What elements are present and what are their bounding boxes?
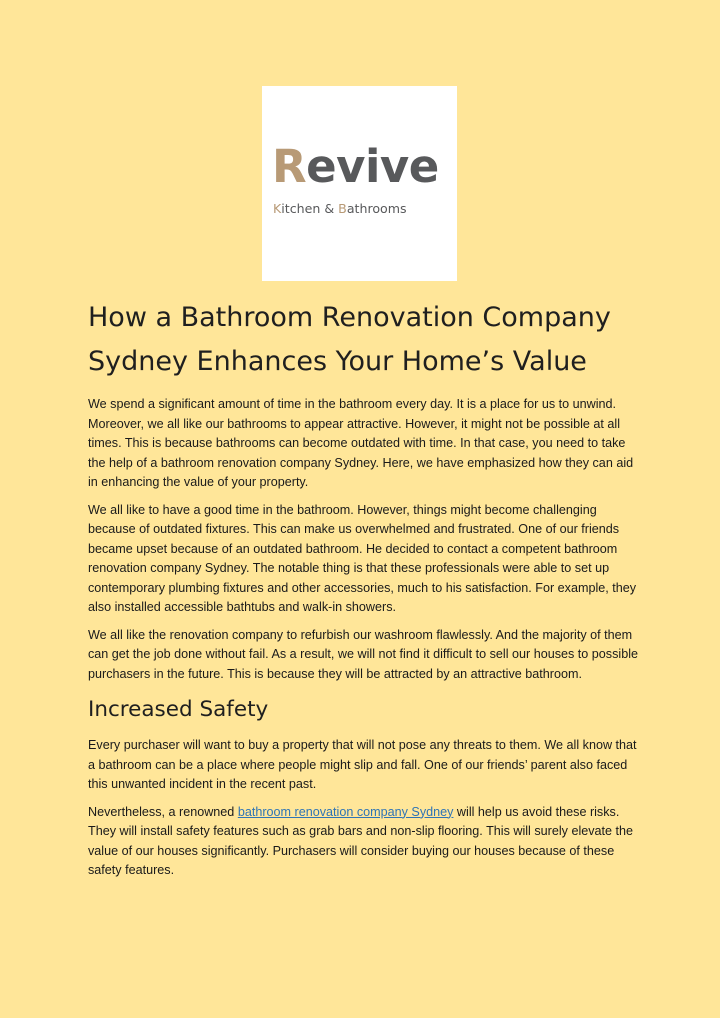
paragraph-safety-2: Nevertheless, a renowned bathroom renovation company Sydney will help us avoid these risks. They will install safety features such as grab bars and non-slip flooring. This will surely elevate the value of our houses significantly. Purchasers will consider buying our houses because of these safety features. [88,804,634,877]
renovation-company-link[interactable]: bathroom renovation company Sydney [237,804,454,819]
article [88,296,638,889]
paragraph-safety-1: Every purchaser will want to buy a property that will not pose any threats to them. We all know that a bathroom can be a place where people might slip and fall. One of our friends’ parent also faced this unwanted incident in the recent past. [88,738,637,791]
paragraph-fixtures: We all like to have a good time in the bathroom. However, things might become challenging because of outdated fixtures. This can make us overwhelmed and frustrated. One of our friends became upset because of an outdated bathroom. He decided to contact a competent bathroom renovation company Sydney. The notable thing is that these professionals were able to set up contemporary plumbing fixtures and other accessories, much to his satisfaction. For example, they also installed accessible bathtubs and walk-in showers. [88,502,637,614]
company-logo [262,86,457,281]
logo-tagline: Kitchen & Bathrooms [273,201,407,216]
paragraph-intro: We spend a significant amount of time in the bathroom every day. It is a place for us to unwind. Moreover, we all like our bathrooms to appear attractive. However, it might not be possible at all times. This is because bathrooms can become outdated with time. In that case, you need to take the help of a bathroom renovation company Sydney. Here, we have emphasized how they can aid in enhancing the value of your property. [88,397,634,489]
logo-wordmark: Revive [272,140,439,193]
article-title: How a Bathroom Renovation Company Sydney Enhances Your Home’s Value [88,302,611,377]
paragraph-resale: We all like the renovation company to refurbish our washroom flawlessly. And the majority of them can get the job done without fail. As a result, we will not find it difficult to sell our houses to possible purchasers in the future. This is because they will be attracted by an attractive bathroom. [88,627,639,681]
section-heading-safety: Increased Safety [88,697,269,722]
